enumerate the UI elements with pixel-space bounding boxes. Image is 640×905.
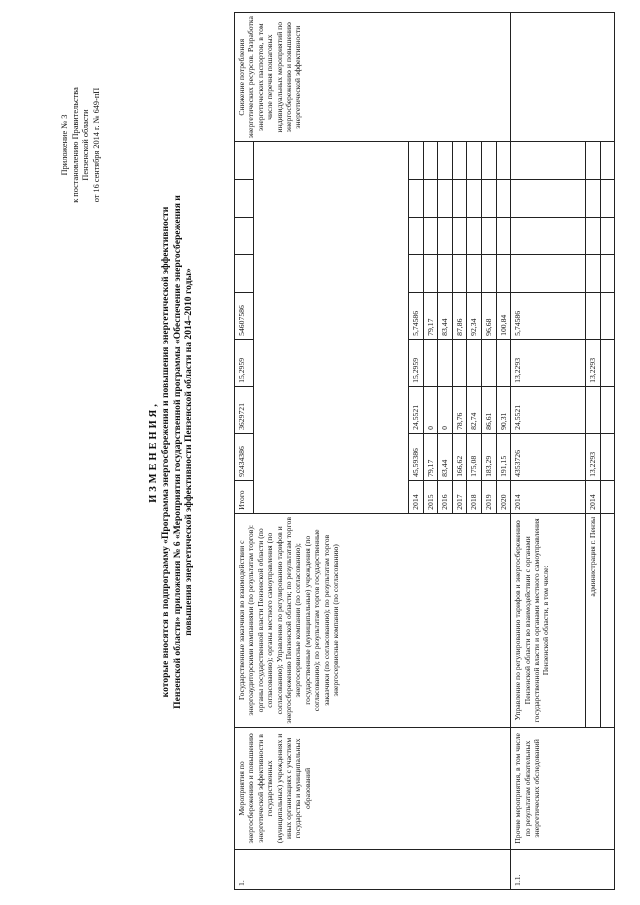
empty-cell	[423, 217, 438, 255]
appendix-line: от 16 сентября 2014 г. № 649-пП	[91, 87, 101, 203]
empty-cell	[600, 480, 615, 513]
empty-cell	[438, 217, 453, 255]
title-line: которые вносятся в подпрограмму «Программа энергосбережения и повышения энергетической эффективности	[160, 206, 172, 698]
empty-cell	[600, 217, 615, 255]
empty-cell	[235, 180, 254, 218]
year-cell: 2014	[511, 480, 586, 513]
executor-cell: Государственные заказчики во взаимодействии с энергоаудиторскими компаниями (по результатам торгов): органы государственной власти Пензенской области (по согласованию); органы местного самоуправления (по согласованию); Управление по регулированию тарифов и энергосбережению Пензенской области; по результатам торгов энергосервисные компании (по согласованию); государственные (муниципальные) учреждения (по согласованию); по результатам торгов государственные заказчики (по согласованию); по результатам торгов энергосервисные компании (по согласованию)	[235, 513, 511, 727]
empty-cell	[423, 180, 438, 218]
measure-name: Прочие мероприятия, в том числе по результатам обязательных энергетических обследований	[511, 727, 615, 849]
year-cell: 2016	[438, 480, 453, 513]
appendix-line: к постановлению Правительства	[70, 87, 80, 203]
value-cell: 13,2293	[586, 433, 601, 480]
empty-cell	[600, 386, 615, 433]
value-cell: 166,62	[452, 433, 467, 480]
value-cell	[481, 339, 496, 386]
value-cell: 15,2959	[409, 339, 424, 386]
empty-cell	[481, 217, 496, 255]
appendix-line: Приложение № 3	[60, 114, 69, 176]
empty-cell	[600, 513, 615, 727]
value-cell: 83,44	[438, 433, 453, 480]
empty-cell	[423, 142, 438, 180]
empty-cell	[438, 142, 453, 180]
empty-cell	[423, 255, 438, 293]
empty-cell	[511, 180, 586, 218]
empty-cell	[511, 13, 615, 142]
executor-cell: Управление по регулированию тарифов и энергосбережению Пензенской области во взаимодействии с органами государственной власти и органами местного самоуправления Пензенской области, в том числе:	[511, 513, 586, 727]
empty-cell	[586, 142, 601, 180]
value-cell: 175,08	[467, 433, 482, 480]
empty-cell	[586, 217, 601, 255]
empty-cell	[452, 217, 467, 255]
value-cell: 86,61	[481, 386, 496, 433]
empty-cell	[600, 180, 615, 218]
empty-cell	[600, 433, 615, 480]
title-heading: ИЗМЕНЕНИЯ,	[148, 401, 159, 503]
empty-cell	[511, 142, 586, 180]
empty-cell	[481, 255, 496, 293]
document-title	[148, 72, 195, 832]
empty-cell	[409, 255, 424, 293]
value-cell: 3629721	[235, 386, 254, 433]
empty-cell	[511, 255, 586, 293]
year-cell: 2020	[496, 480, 511, 513]
empty-cell	[481, 180, 496, 218]
empty-cell	[235, 217, 254, 255]
value-cell: 5,74586	[511, 292, 586, 339]
value-cell: 87,86	[452, 292, 467, 339]
empty-cell	[586, 255, 601, 293]
value-cell: 15,2959	[235, 339, 254, 386]
value-cell: 4353726	[511, 433, 586, 480]
empty-cell	[600, 339, 615, 386]
year-cell: 2018	[467, 480, 482, 513]
empty-cell	[409, 142, 424, 180]
empty-cell	[438, 180, 453, 218]
value-cell: 79,17	[423, 292, 438, 339]
table-row	[511, 13, 586, 890]
empty-cell	[496, 180, 511, 218]
empty-cell	[452, 255, 467, 293]
value-cell: 92,34	[467, 292, 482, 339]
year-cell: 2019	[481, 480, 496, 513]
value-cell: 5,74586	[409, 292, 424, 339]
empty-cell	[496, 142, 511, 180]
value-cell: 0	[438, 386, 453, 433]
empty-cell	[467, 180, 482, 218]
total-label: Итого	[235, 480, 254, 513]
row-number: 1.	[235, 850, 511, 890]
value-cell: 83,44	[438, 292, 453, 339]
title-line: Пензенской области» приложения № 6 «Мероприятия государственной программы «Обеспечение энергосбережения и	[171, 195, 183, 709]
appendix-block	[60, 20, 102, 270]
value-cell: 54607586	[235, 292, 254, 339]
empty-cell	[452, 180, 467, 218]
row-number: 1.1.	[511, 850, 615, 890]
empty-cell	[467, 255, 482, 293]
value-cell	[586, 386, 601, 433]
empty-cell	[235, 255, 254, 293]
year-cell: 2014	[586, 480, 601, 513]
value-cell: 78,76	[452, 386, 467, 433]
value-cell: 13,2293	[511, 339, 586, 386]
year-cell: 2015	[423, 480, 438, 513]
value-cell	[438, 339, 453, 386]
appendix-line: Пензенской области	[81, 109, 90, 181]
value-cell	[423, 339, 438, 386]
value-cell: 92434386	[235, 433, 254, 480]
empty-cell	[600, 292, 615, 339]
empty-cell	[452, 142, 467, 180]
value-cell: 24,5521	[511, 386, 586, 433]
value-cell: 96,68	[481, 292, 496, 339]
value-cell: 100,84	[496, 292, 511, 339]
value-cell: 183,29	[481, 433, 496, 480]
title-line: повышения энергетической эффективности Пензенской области на 2014–2010 годы»	[183, 268, 195, 636]
value-cell: 24,5521	[409, 386, 424, 433]
empty-cell	[511, 217, 586, 255]
value-cell: 191,15	[496, 433, 511, 480]
empty-cell	[586, 180, 601, 218]
empty-cell	[467, 217, 482, 255]
value-cell: 82,74	[467, 386, 482, 433]
value-cell	[452, 339, 467, 386]
sub-executor: администрация г. Пензы	[586, 513, 601, 727]
empty-cell	[438, 255, 453, 293]
measure-name: Мероприятия по энергосбережению и повышению энергетической эффективности в государственных (муниципальных) учреждениях и иных организациях с участием государства и муниципальных образований	[235, 727, 511, 849]
value-cell: 90,31	[496, 386, 511, 433]
value-cell: 45,59386	[409, 433, 424, 480]
empty-cell	[600, 255, 615, 293]
empty-cell	[600, 142, 615, 180]
measures-table	[234, 12, 615, 890]
empty-cell	[254, 142, 409, 513]
expected-result: Снижение потребления энергетических ресурсов. Разработка энергетических паспортов, в том числе перечня пошаговых индивидуальных мероприятий по энергосбережению и повышению энергетической эффективности	[235, 13, 511, 142]
empty-cell	[496, 255, 511, 293]
empty-cell	[467, 142, 482, 180]
value-cell	[467, 339, 482, 386]
empty-cell	[235, 142, 254, 180]
empty-cell	[409, 217, 424, 255]
value-cell	[496, 339, 511, 386]
empty-cell	[481, 142, 496, 180]
year-cell: 2017	[452, 480, 467, 513]
value-cell: 13,2293	[586, 339, 601, 386]
value-cell	[586, 292, 601, 339]
empty-cell	[496, 217, 511, 255]
rotated-landscape-sheet	[20, 12, 620, 892]
empty-cell	[409, 180, 424, 218]
value-cell: 0	[423, 386, 438, 433]
year-cell: 2014	[409, 480, 424, 513]
value-cell: 79,17	[423, 433, 438, 480]
table-row	[235, 13, 254, 890]
